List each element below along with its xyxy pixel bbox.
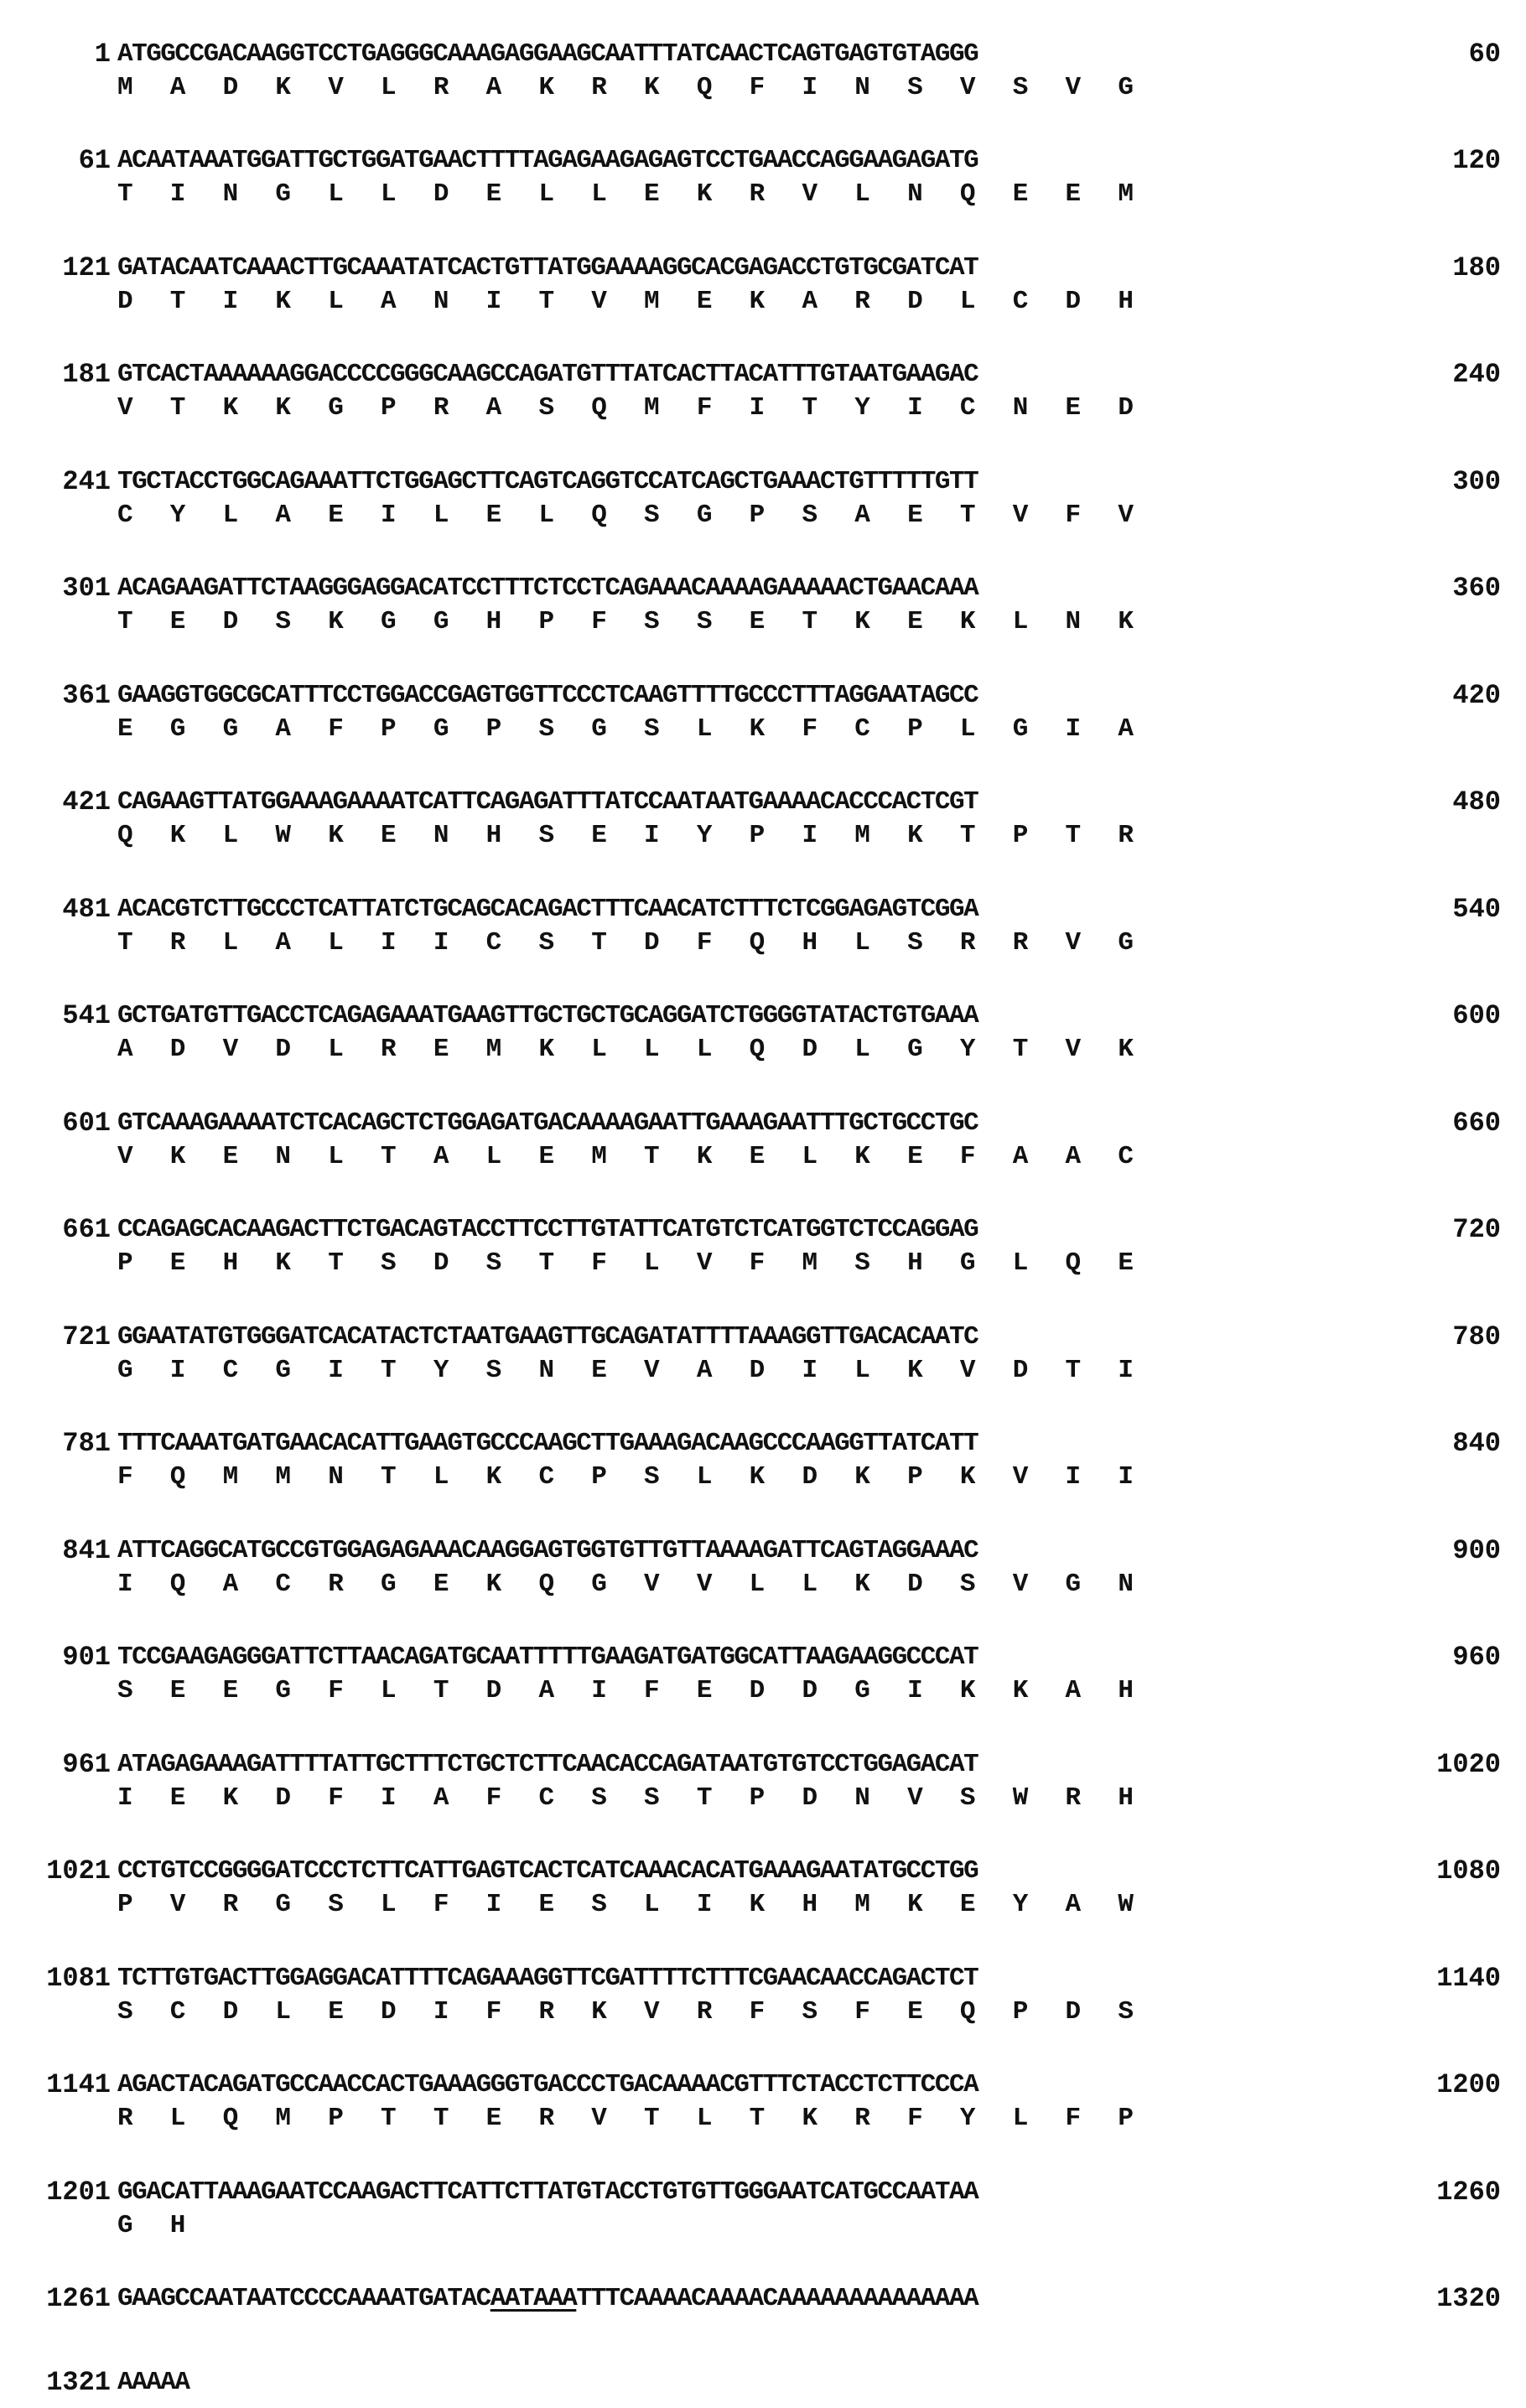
start-position: 121 xyxy=(62,252,111,283)
start-position: 541 xyxy=(62,1000,111,1031)
nucleotide-sequence xyxy=(117,1962,978,1995)
nucleotide-sequence xyxy=(117,1534,978,1568)
nucleotide-sequence xyxy=(117,252,978,285)
end-position: 1200 xyxy=(1436,2069,1501,2100)
nucleotide-sequence xyxy=(117,144,978,178)
end-position: 1080 xyxy=(1436,1855,1501,1886)
amino-acid-sequence: P E H K T S D S T F L V F M S H G L Q E xyxy=(117,1248,1144,1278)
nucleotide-sequence xyxy=(117,999,978,1033)
nucleotide-segment: TCCGAAGAGGGATTCTTAACAGATGCAATTTTTGAAGATGATGGCATTAAGAAGGCCCAT xyxy=(117,1643,978,1672)
amino-acid-sequence: S C D L E D I F R K V R F S F E Q P D S xyxy=(117,1997,1144,2027)
start-position: 1141 xyxy=(46,2069,111,2100)
end-position: 420 xyxy=(1452,680,1501,711)
nucleotide-segment: GTCAAAGAAAATCTCACAGCTCTGGAGATGACAAAAGAATTGAAAGAATTTGCTGCCTGC xyxy=(117,1108,978,1138)
start-position: 1201 xyxy=(46,2177,111,2208)
nucleotide-segment: GTCACTAAAAAAGGACCCCGGGCAAGCCAGATGTTTATCACTTACATTTGTAATGAAGAC xyxy=(117,360,978,389)
amino-acid-sequence: E G G A F P G P S G S L K F C P L G I A xyxy=(117,714,1144,744)
start-position: 1 xyxy=(94,39,111,70)
nucleotide-sequence xyxy=(117,2068,978,2102)
nucleotide-sequence xyxy=(117,1641,978,1674)
amino-acid-sequence: V K E N L T A L E M T K E L K E F A A C xyxy=(117,1142,1144,1171)
nucleotide-segment: ACAGAAGATTCTAAGGGAGGACATCCTTTCTCCTCAGAAACAAAAGAAAAACTGAACAAA xyxy=(117,573,978,603)
nucleotide-segment: CAGAAGTTATGGAAAGAAAATCATTCAGAGATTTATCCAATAATGAAAACACCCACTCGT xyxy=(117,787,978,817)
nucleotide-sequence xyxy=(117,679,978,713)
start-position: 841 xyxy=(62,1535,111,1566)
nucleotide-segment: ATTCAGGCATGCCGTGGAGAGAAACAAGGAGTGGTGTTGTTAAAAGATTCAGTAGGAAAC xyxy=(117,1536,978,1565)
nucleotide-sequence xyxy=(117,1748,978,1782)
amino-acid-sequence: Q K L W K E N H S E I Y P I M K T P T R xyxy=(117,821,1144,850)
nucleotide-sequence xyxy=(117,465,978,499)
nucleotide-segment: ACACGTCTTGCCCTCATTATCTGCAGCACAGACTTTCAACATCTTTCTCGGAGAGTCGGA xyxy=(117,895,978,924)
nucleotide-segment: GGACATTAAAGAATCCAAGACTTCATTCTTATGTACCTGTGTTGGGAATCATGCCAATAA xyxy=(117,2177,978,2207)
nucleotide-segment: TCTTGTGACTTGGAGGACATTTTCAGAAAGGTTCGATTTTCTTTCGAACAACCAGACTCT xyxy=(117,1964,978,1993)
nucleotide-segment: ACAATAAATGGATTGCTGGATGAACTTTTAGAGAAGAGAGTCCTGAACCAGGAAGAGATG xyxy=(117,146,978,175)
nucleotide-sequence xyxy=(117,1855,978,1888)
amino-acid-sequence: V T K K G P R A S Q M F I T Y I C N E D xyxy=(117,393,1144,423)
nucleotide-segment: CCAGAGCACAAGACTTCTGACAGTACCTTCCTTGTATTCATGTCTCATGGTCTCCAGGAG xyxy=(117,1215,978,1244)
amino-acid-sequence: D T I K L A N I T V M E K A R D L C D H xyxy=(117,287,1144,316)
start-position: 781 xyxy=(62,1428,111,1459)
nucleotide-sequence xyxy=(117,2282,978,2316)
nucleotide-sequence xyxy=(117,1321,978,1354)
end-position: 180 xyxy=(1452,252,1501,283)
start-position: 301 xyxy=(62,573,111,604)
end-position: 840 xyxy=(1452,1428,1501,1459)
nucleotide-sequence xyxy=(117,572,978,605)
end-position: 240 xyxy=(1452,359,1501,390)
end-position: 1260 xyxy=(1436,2177,1501,2208)
amino-acid-sequence: I E K D F I A F C S S T P D N V S W R H xyxy=(117,1783,1144,1813)
end-position: 1140 xyxy=(1436,1963,1501,1994)
start-position: 361 xyxy=(62,680,111,711)
start-position: 1081 xyxy=(46,1963,111,1994)
nucleotide-segment: CCTGTCCGGGGATCCCTCTTCATTGAGTCACTCATCAAACACATGAAAGAATATGCCTGG xyxy=(117,1856,978,1886)
start-position: 961 xyxy=(62,1749,111,1780)
end-position: 120 xyxy=(1452,145,1501,176)
nucleotide-sequence xyxy=(117,2176,978,2209)
amino-acid-sequence: A D V D L R E M K L L L Q D L G Y T V K xyxy=(117,1035,1144,1064)
start-position: 1321 xyxy=(46,2367,111,2398)
end-position: 780 xyxy=(1452,1321,1501,1352)
end-position: 60 xyxy=(1468,39,1501,70)
amino-acid-sequence: T I N G L L D E L L E K R V L N Q E E M xyxy=(117,179,1144,209)
nucleotide-sequence xyxy=(117,786,978,819)
end-position: 900 xyxy=(1452,1535,1501,1566)
amino-acid-sequence: G I C G I T Y S N E V A D I L K V D T I xyxy=(117,1356,1144,1385)
end-position: 300 xyxy=(1452,466,1501,497)
amino-acid-sequence: T R L A L I I C S T D F Q H L S R R V G xyxy=(117,928,1144,957)
end-position: 360 xyxy=(1452,573,1501,604)
nucleotide-sequence xyxy=(117,893,978,926)
nucleotide-sequence xyxy=(117,1107,978,1140)
nucleotide-sequence xyxy=(117,358,978,392)
end-position: 540 xyxy=(1452,894,1501,925)
start-position: 601 xyxy=(62,1108,111,1139)
end-position: 960 xyxy=(1452,1642,1501,1673)
nucleotide-segment: GATACAATCAAACTTGCAAATATCACTGTTATGGAAAAGGCACGAGACCTGTGCGATCAT xyxy=(117,253,978,283)
end-position: 480 xyxy=(1452,786,1501,817)
nucleotide-segment: GGAATATGTGGGATCACATACTCTAATGAAGTTGCAGATATTTTAAAGGTTGACACAATC xyxy=(117,1322,978,1352)
start-position: 1021 xyxy=(46,1855,111,1886)
nucleotide-sequence xyxy=(117,1427,978,1461)
nucleotide-segment: GAAGGTGGCGCATTTCCTGGACCGAGTGGTTCCCTCAAGTTTTGCCCTTTAGGAATAGCC xyxy=(117,681,978,710)
amino-acid-sequence: C Y L A E I L E L Q S G P S A E T V F V xyxy=(117,501,1144,530)
nucleotide-sequence xyxy=(117,38,978,71)
end-position: 1320 xyxy=(1436,2283,1501,2314)
nucleotide-segment: GCTGATGTTGACCTCAGAGAAATGAAGTTGCTGCTGCAGGATCTGGGGTATACTGTGAAA xyxy=(117,1001,978,1030)
amino-acid-sequence: M A D K V L R A K R K Q F I N S V S V G xyxy=(117,73,1144,102)
nucleotide-segment: ATGGCCGACAAGGTCCTGAGGGCAAAGAGGAAGCAATTTATCAACTCAGTGAGTGTAGGG xyxy=(117,39,978,69)
nucleotide-segment: TTTCAAAACAAAACAAAAAAAAAAAAAA xyxy=(576,2284,978,2313)
amino-acid-sequence: F Q M M N T L K C P S L K D K P K V I I xyxy=(117,1462,1144,1492)
start-position: 181 xyxy=(62,359,111,390)
amino-acid-sequence: T E D S K G G H P F S S E T K E K L N K xyxy=(117,607,1144,636)
end-position: 600 xyxy=(1452,1000,1501,1031)
nucleotide-segment: GAAGCCAATAATCCCCAAAATGATAC xyxy=(117,2284,490,2313)
nucleotide-sequence xyxy=(117,2366,189,2400)
amino-acid-sequence: P V R G S L F I E S L I K H M K E Y A W xyxy=(117,1890,1144,1919)
end-position: 660 xyxy=(1452,1108,1501,1139)
amino-acid-sequence: I Q A C R G E K Q G V V L L K D S V G N xyxy=(117,1570,1144,1599)
nucleotide-segment: TTTCAAATGATGAACACATTGAAGTGCCCAAGCTTGAAAGACAAGCCCAAGGTTATCATT xyxy=(117,1429,978,1458)
polyadenylation-signal: AATAAA xyxy=(490,2284,577,2313)
nucleotide-sequence xyxy=(117,1213,978,1247)
amino-acid-sequence: R L Q M P T T E R V T L T K R F Y L F P xyxy=(117,2104,1144,2133)
end-position: 1020 xyxy=(1436,1749,1501,1780)
start-position: 241 xyxy=(62,466,111,497)
nucleotide-segment: AAAAA xyxy=(117,2368,189,2397)
start-position: 1261 xyxy=(46,2283,111,2314)
nucleotide-segment: TGCTACCTGGCAGAAATTCTGGAGCTTCAGTCAGGTCCATCAGCTGAAACTGTTTTTGTT xyxy=(117,467,978,496)
start-position: 61 xyxy=(78,145,111,176)
nucleotide-segment: ATAGAGAAAGATTTTATTGCTTTCTGCTCTTCAACACCAGATAATGTGTCCTGGAGACAT xyxy=(117,1750,978,1779)
amino-acid-sequence: S E E G F L T D A I F E D D G I K K A H xyxy=(117,1676,1144,1705)
start-position: 901 xyxy=(62,1642,111,1673)
end-position: 720 xyxy=(1452,1214,1501,1245)
start-position: 481 xyxy=(62,894,111,925)
start-position: 421 xyxy=(62,786,111,817)
start-position: 661 xyxy=(62,1214,111,1245)
start-position: 721 xyxy=(62,1321,111,1352)
nucleotide-segment: AGACTACAGATGCCAACCACTGAAAGGGTGACCCTGACAAAACGTTTCTACCTCTTCCCA xyxy=(117,2070,978,2099)
amino-acid-sequence: G H xyxy=(117,2211,197,2240)
